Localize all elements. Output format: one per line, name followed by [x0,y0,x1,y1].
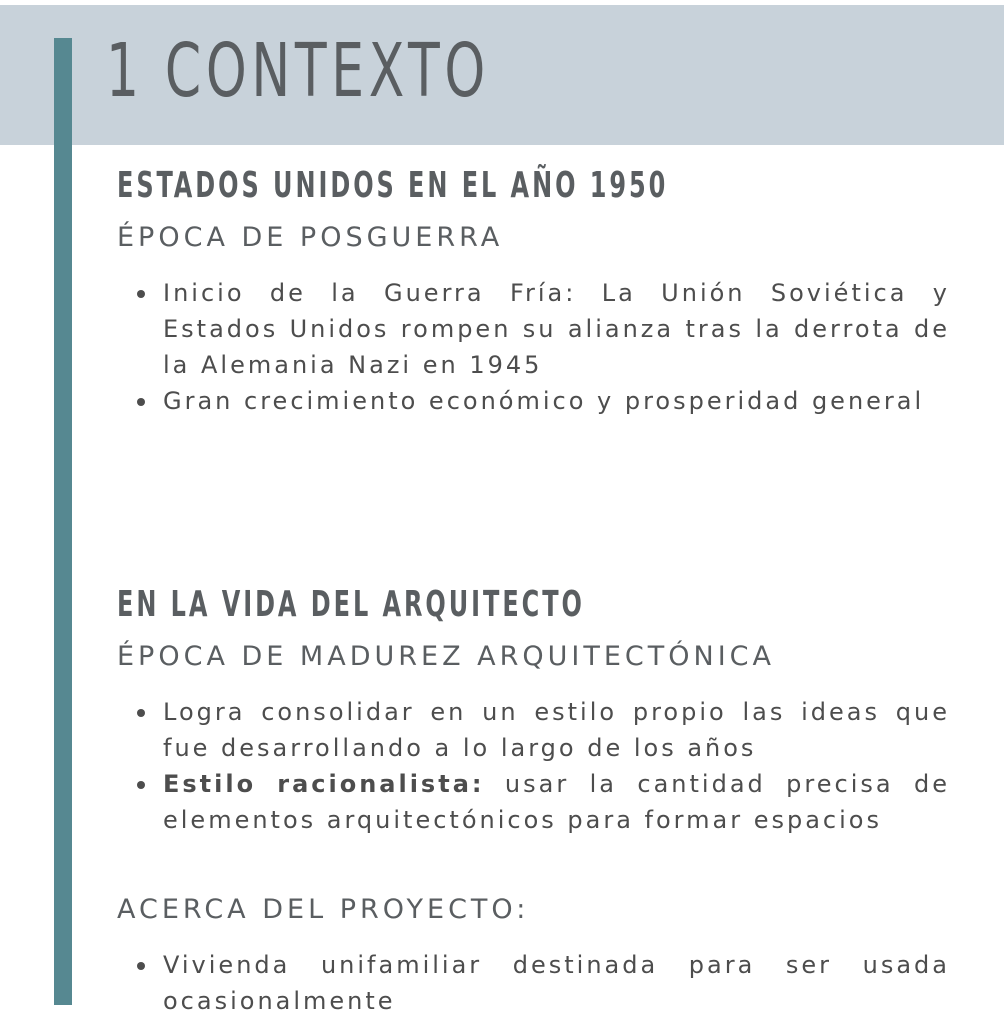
section-subheading-posguerra: ÉPOCA DE POSGUERRA [117,222,504,253]
bullet-dot-icon [137,962,145,970]
list-item [134,947,950,1019]
bullet-dot-icon [137,781,145,789]
list-item-text: Inicio de la Guerra Fría: La Unión Soviética y Estados Unidos rompen su alianza tras la derrota de la Alemania Nazi en 1945 [163,279,950,379]
list-item-lead: Estilo racionalista: [163,770,485,798]
list-item-text: Logra consolidar en un estilo propio las ideas que fue desarrollando a lo largo de los años [163,698,950,762]
section-subheading-proyecto: ACERCA DEL PROYECTO: [117,894,530,925]
section-subheading-madurez: ÉPOCA DE MADUREZ ARQUITECTÓNICA [117,641,775,672]
list-item-text: usar la cantidad precisa de elementos arquitectónicos para formar espacios [163,770,950,834]
list-item [134,694,950,766]
list-item-text: Gran crecimiento económico y prosperidad general [163,387,925,415]
bullet-dot-icon [137,709,145,717]
bullet-dot-icon [137,290,145,298]
section-heading-usa-1950: ESTADOS UNIDOS EN EL AÑO 1950 [117,165,669,206]
list-item-text: Vivienda unifamiliar destinada para ser usada ocasionalmente [163,951,950,1015]
list-item [134,275,950,383]
accent-bar [54,38,72,1005]
section-heading-vida-arquitecto: EN LA VIDA DEL ARQUITECTO [117,584,585,625]
bullet-list-madurez [134,694,950,838]
bullet-list-proyecto [134,947,950,1019]
page-title: 1 CONTEXTO [106,28,490,114]
bullet-dot-icon [137,398,145,406]
bullet-list-posguerra [134,275,950,419]
list-item [134,383,950,419]
list-item [134,766,950,838]
